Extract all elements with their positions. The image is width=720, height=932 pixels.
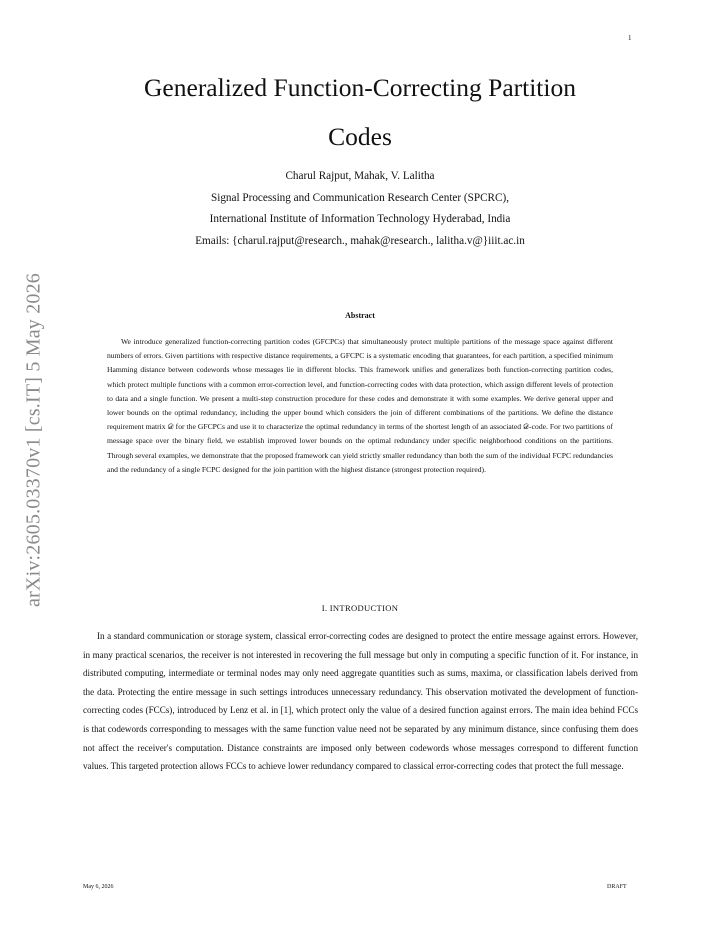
affiliation-line-1: Signal Processing and Communication Research Center (SPCRC), xyxy=(211,191,509,204)
footer-date: May 6, 2026 xyxy=(83,884,114,890)
paper-title: Generalized Function-Correcting Partition Codes xyxy=(144,73,576,151)
page-number: 1 xyxy=(628,34,632,42)
abstract-heading: Abstract xyxy=(345,311,375,320)
abstract-body: We introduce generalized function-correcting partition codes (GFCPCs) that simultaneously protect multiple partitions of the message space against different numbers of errors. Given partitions with respective distance requirements, a GFCPC is a systematic encoding that guarantees, for each partition, a specified minimum Hamming distance between codewords whose messages lie in different blocks. This framework unifies and generalizes both function-correcting partition codes, which protect multiple functions with a common error-correction level, and function-correcting codes with data protection, which assign different levels of protection to data and a single function. We present a multi-step construction procedure for these codes and demonstrate it with some examples. We derive general upper and lower bounds on the optimal redundancy, including the upper bound which considers the join of different combinations of the partitions. We define the distance requirement matrix 𝒟 for the GFCPCs and use it to characterize the optimal redundancy in terms of the shortest length of an associated 𝒟-code. For two partitions of message space over the binary field, we establish improved lower bounds on the optimal redundancy under specific neighborhood conditions on the partitions. Through several examples, we demonstrate that the proposed framework can yield strictly smaller redundancy than both the sum of the individual FCPC redundancies and the redundancy of a single FCPC designed for the join partition with the highest distance (strongest protection required). xyxy=(107,337,613,474)
footer-draft-label: DRAFT xyxy=(607,884,627,890)
section-heading-introduction: I. INTRODUCTION xyxy=(321,603,399,613)
author-block xyxy=(110,166,610,252)
author-names: Charul Rajput, Mahak, V. Lalitha xyxy=(285,170,435,182)
author-emails: Emails: {charul.rajput@research., mahak@research., lalitha.v@}iiit.ac.in xyxy=(195,234,525,247)
affiliation-line-2: International Institute of Information Technology Hyderabad, India xyxy=(209,213,511,225)
introduction-paragraph: In a standard communication or storage system, classical error-correcting codes are designed to protect the entire message against errors. However, in many practical scenarios, the receiver is not interested in recovering the full message but only in computing a specific function of it. For instance, in distributed computing, intermediate or terminal nodes may only need aggregate quantities such as sums, maxima, or classification labels derived from the data. Protecting the entire message in such settings introduces unnecessary redundancy. This observation motivated the development of function-correcting codes (FCCs), introduced by Lenz et al. in [1], which protect only the value of a desired function against errors. The main idea behind FCCs is that codewords corresponding to messages with the same function value need not be separated by any minimum distance, since confusing them does not affect the receiver's computation. Distance constraints are imposed only between codewords whose messages correspond to different function values. This targeted protection allows FCCs to achieve lower redundancy compared to classical error-correcting codes that protect the full message. xyxy=(83,631,638,772)
arxiv-identifier-stamp: arXiv:2605.03370v1 [cs.IT] 5 May 2026 xyxy=(22,272,45,608)
